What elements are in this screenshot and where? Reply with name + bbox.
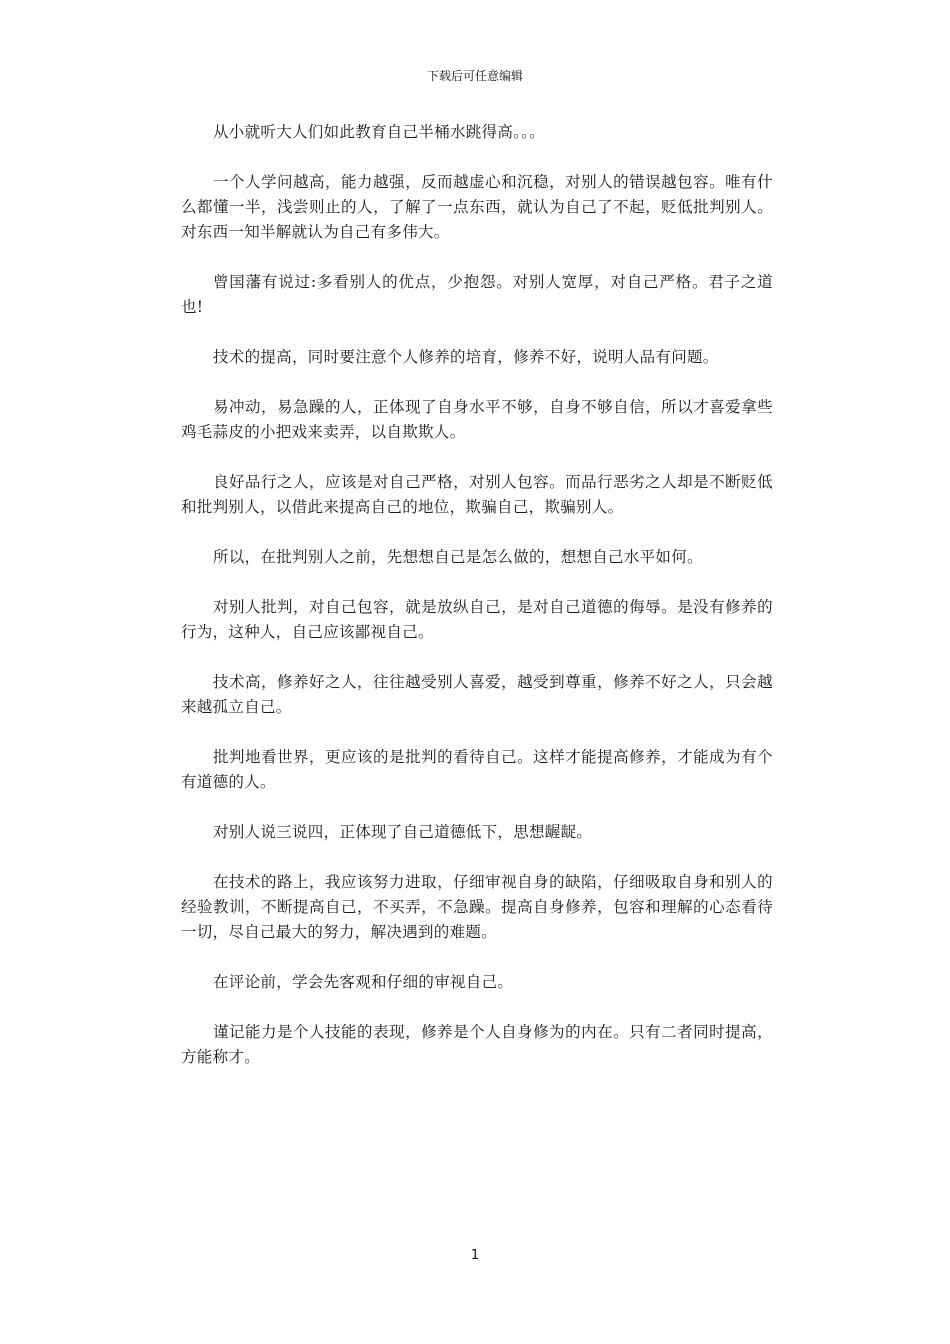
paragraph: 所以，在批判别人之前，先想想自己是怎么做的，想想自己水平如何。 xyxy=(213,548,703,566)
paragraph: 技术高，修养好之人，往往越受别人喜爱，越受到尊重，修养不好之人，只会越来越孤立自己。 xyxy=(181,673,773,716)
document-body xyxy=(181,120,773,1095)
paragraph: 在技术的路上，我应该努力进取，仔细审视自身的缺陷，仔细吸取自身和别人的经验教训，不断提高自己，不买弄，不急躁。提高自身修养，包容和理解的心态看待一切，尽自己最大的努力，解决遇到的难题。 xyxy=(181,873,773,941)
paragraph: 一个人学问越高，能力越强，反而越虚心和沉稳，对别人的错误越包容。唯有什么都懂一半，浅尝则止的人，了解了一点东西，就认为自己了不起，贬低批判别人。对东西一知半解就认为自己有多伟大。 xyxy=(181,173,773,241)
paragraph: 易冲动，易急躁的人，正体现了自身水平不够，自身不够自信，所以才喜爱拿些鸡毛蒜皮的小把戏来卖弄，以自欺欺人。 xyxy=(181,398,773,441)
page-number: 1 xyxy=(470,1248,480,1263)
paragraph: 技术的提高，同时要注意个人修养的培育，修养不好，说明人品有问题。 xyxy=(213,348,719,366)
paragraph: 对别人说三说四，正体现了自己道德低下，思想龌龊。 xyxy=(213,823,593,841)
paragraph: 谨记能力是个人技能的表现，修养是个人自身修为的内在。只有二者同时提高，方能称才。 xyxy=(181,1023,773,1066)
paragraph: 良好品行之人，应该是对自己严格，对别人包容。而品行恶劣之人却是不断贬低和批判别人，以借此来提高自己的地位，欺骗自己，欺骗别人。 xyxy=(181,473,773,516)
paragraph: 对别人批判，对自己包容，就是放纵自己，是对自己道德的侮辱。是没有修养的行为，这种人，自己应该鄙视自己。 xyxy=(181,598,773,641)
paragraph: 曾国藩有说过:多看别人的优点，少抱怨。对别人宽厚，对自己严格。君子之道也! xyxy=(181,273,773,316)
paragraph: 从小就听大人们如此教育自己半桶水跳得高。。。 xyxy=(213,123,546,141)
page-header: 下载后可任意编辑 xyxy=(426,69,523,83)
paragraph: 在评论前，学会先客观和仔细的审视自己。 xyxy=(213,973,514,991)
paragraph: 批判地看世界，更应该的是批判的看待自己。这样才能提高修养，才能成为有个有道德的人。 xyxy=(181,748,773,791)
